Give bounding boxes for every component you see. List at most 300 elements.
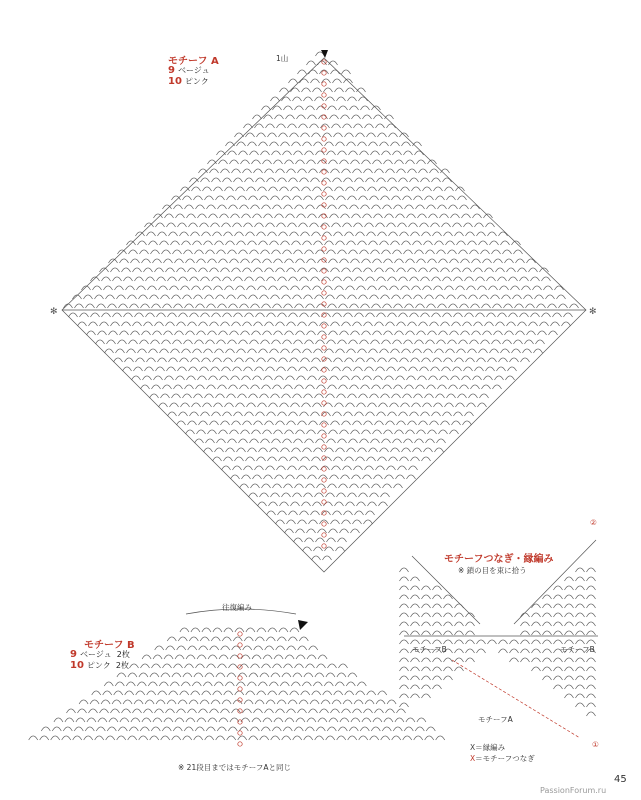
stitch-arc xyxy=(129,250,138,254)
stitch-arc xyxy=(92,691,101,695)
stitch-arc xyxy=(340,718,349,722)
stitch-arc xyxy=(420,223,429,227)
stitch-arc xyxy=(349,151,358,155)
stitch-arc xyxy=(358,142,367,146)
stitch-arc xyxy=(146,313,155,317)
joining-title: モチーフつなぎ・縁編み xyxy=(444,554,554,565)
stitch-arc xyxy=(565,595,574,599)
stitch-arc xyxy=(206,727,215,731)
stitch-arc xyxy=(173,727,182,731)
stitch-arc xyxy=(300,277,309,281)
stitch-arc xyxy=(207,664,216,668)
stitch-arc xyxy=(260,673,269,677)
stitch-arc xyxy=(280,682,289,686)
stitch-arc xyxy=(283,439,292,443)
stitch-arc xyxy=(155,322,164,326)
stitch-arc xyxy=(176,376,185,380)
stitch-arc xyxy=(255,223,264,227)
stitch-arc xyxy=(277,124,286,128)
stitch-arc xyxy=(217,250,226,254)
stitch-arc xyxy=(364,322,373,326)
stitch-arc xyxy=(383,205,392,209)
stitch-arc xyxy=(174,385,183,389)
stitch-arc xyxy=(435,241,444,245)
stitch-arc xyxy=(196,385,205,389)
stitch-arc xyxy=(503,340,512,344)
stitch-arc xyxy=(248,448,257,452)
stitch-arc xyxy=(400,640,409,644)
stitch-arc xyxy=(325,142,334,146)
stitch-arc xyxy=(93,286,102,290)
stitch-arc xyxy=(338,250,347,254)
stitch-arc xyxy=(259,349,268,353)
stitch-arc xyxy=(309,421,318,425)
stitch-arc xyxy=(481,250,490,254)
stitch-arc xyxy=(288,124,297,128)
stitch-arc xyxy=(318,430,327,434)
stitch-arc xyxy=(488,358,497,362)
motif-a-peak-label: 1山 xyxy=(276,54,289,63)
stitch-arc xyxy=(202,232,211,236)
center-line-stitch xyxy=(322,247,326,251)
stitch-arc xyxy=(295,106,304,110)
stitch-arc xyxy=(361,106,370,110)
stitch-arc xyxy=(355,511,364,515)
stitch-arc xyxy=(336,142,345,146)
stitch-arc xyxy=(410,412,419,416)
stitch-arc xyxy=(422,604,431,608)
stitch-arc xyxy=(142,331,151,335)
stitch-arc xyxy=(393,727,402,731)
stitch-arc xyxy=(333,313,342,317)
stitch-arc xyxy=(326,736,335,740)
stitch-arc xyxy=(216,394,225,398)
stitch-arc xyxy=(142,655,151,659)
stitch-arc xyxy=(112,700,121,704)
stitch-arc xyxy=(63,727,72,731)
stitch-arc xyxy=(299,124,308,128)
stitch-arc xyxy=(278,313,287,317)
stitch-arc xyxy=(417,331,426,335)
stitch-arc xyxy=(97,304,106,308)
stitch-arc xyxy=(450,331,459,335)
stitch-arc xyxy=(197,259,206,263)
stitch-arc xyxy=(531,277,540,281)
stitch-arc xyxy=(291,502,300,506)
stitch-arc xyxy=(332,367,341,371)
stitch-arc xyxy=(546,295,555,299)
stitch-arc xyxy=(456,286,465,290)
stitch-arc xyxy=(329,259,338,263)
stitch-arc xyxy=(193,241,202,245)
stitch-arc xyxy=(151,340,160,344)
stitch-arc xyxy=(164,718,173,722)
page-number: 45 xyxy=(614,774,627,785)
center-line-stitch xyxy=(322,368,326,372)
stitch-arc xyxy=(173,250,182,254)
stitch-arc xyxy=(505,259,514,263)
stitch-arc xyxy=(255,367,264,371)
stitch-arc xyxy=(307,61,316,65)
stitch-arc xyxy=(426,439,435,443)
stitch-arc xyxy=(447,394,456,398)
legend-joining: X＝モチーフつなぎ xyxy=(470,754,535,763)
stitch-arc xyxy=(258,403,267,407)
stitch-arc xyxy=(404,439,413,443)
stitch-arc xyxy=(466,232,475,236)
stitch-arc xyxy=(554,667,563,671)
stitch-arc xyxy=(394,484,403,488)
stitch-arc xyxy=(133,322,142,326)
stitch-arc xyxy=(169,232,178,236)
stitch-arc xyxy=(299,637,308,641)
stitch-arc xyxy=(289,178,298,182)
stitch-arc xyxy=(497,367,506,371)
stitch-arc xyxy=(326,295,335,299)
stitch-arc xyxy=(287,709,296,713)
stitch-arc xyxy=(315,673,324,677)
center-line-stitch xyxy=(322,181,326,185)
stitch-arc xyxy=(252,331,261,335)
stitch-arc xyxy=(373,160,382,164)
stitch-arc xyxy=(433,595,442,599)
stitch-arc xyxy=(279,691,288,695)
stitch-arc xyxy=(351,331,360,335)
stitch-arc xyxy=(303,448,312,452)
stitch-arc xyxy=(386,169,395,173)
stitch-arc xyxy=(526,304,535,308)
stitch-arc xyxy=(576,577,585,581)
stitch-arc xyxy=(177,421,186,425)
stitch-arc xyxy=(191,691,200,695)
stitch-arc xyxy=(357,88,366,92)
stitch-arc xyxy=(396,376,405,380)
stitch-arc xyxy=(359,736,368,740)
stitch-arc xyxy=(335,286,344,290)
stitch-arc xyxy=(196,205,205,209)
stitch-arc xyxy=(427,205,436,209)
stitch-arc xyxy=(365,367,374,371)
stitch-arc xyxy=(149,241,158,245)
stitch-arc xyxy=(259,142,268,146)
stitch-arc xyxy=(487,277,496,281)
stitch-arc xyxy=(170,286,179,290)
stitch-arc xyxy=(159,682,168,686)
stitch-arc xyxy=(296,529,305,533)
stitch-arc xyxy=(73,736,82,740)
stitch-arc xyxy=(282,736,291,740)
stitch-arc xyxy=(493,304,502,308)
stitch-arc xyxy=(405,304,414,308)
stitch-arc xyxy=(173,340,182,344)
stitch-arc xyxy=(521,658,530,662)
stitch-arc xyxy=(444,667,453,671)
stitch-arc xyxy=(340,331,349,335)
stitch-arc xyxy=(349,340,358,344)
stitch-arc xyxy=(543,595,552,599)
center-line-stitch xyxy=(238,731,242,735)
stitch-arc xyxy=(192,187,201,191)
stitch-arc xyxy=(233,637,242,641)
stitch-arc xyxy=(393,439,402,443)
stitch-arc xyxy=(263,259,272,263)
stitch-arc xyxy=(280,187,289,191)
stitch-arc xyxy=(180,691,189,695)
stitch-arc xyxy=(505,331,514,335)
stitch-arc xyxy=(338,151,347,155)
stitch-arc xyxy=(206,340,215,344)
stitch-arc xyxy=(481,340,490,344)
stitch-arc xyxy=(381,736,390,740)
stitch-arc xyxy=(62,736,71,740)
stitch-arc xyxy=(374,214,383,218)
stitch-arc xyxy=(253,475,262,479)
stitch-arc xyxy=(293,493,302,497)
stitch-arc xyxy=(222,637,231,641)
stitch-arc xyxy=(285,331,294,335)
stitch-arc xyxy=(234,178,243,182)
stitch-arc xyxy=(256,178,265,182)
stitch-arc xyxy=(434,403,443,407)
stitch-arc xyxy=(176,214,185,218)
stitch-arc xyxy=(273,484,282,488)
stitch-arc xyxy=(150,673,159,677)
stitch-arc xyxy=(174,205,183,209)
stitch-arc xyxy=(364,421,373,425)
center-line-stitch xyxy=(322,445,326,449)
stitch-arc xyxy=(268,457,277,461)
stitch-arc xyxy=(203,187,212,191)
stitch-arc xyxy=(441,421,450,425)
stitch-arc xyxy=(554,658,563,662)
stitch-arc xyxy=(372,484,381,488)
stitch-arc xyxy=(222,223,231,227)
stitch-arc xyxy=(293,394,302,398)
stitch-arc xyxy=(342,70,351,74)
stitch-arc xyxy=(210,421,219,425)
stitch-arc xyxy=(250,439,259,443)
motif-a-legend xyxy=(168,65,210,87)
stitch-arc xyxy=(411,586,420,590)
stitch-arc xyxy=(342,520,351,524)
stitch-arc xyxy=(215,448,224,452)
stitch-arc xyxy=(155,646,164,650)
stitch-arc xyxy=(326,196,335,200)
stitch-arc xyxy=(198,376,207,380)
stitch-arc xyxy=(381,394,390,398)
stitch-arc xyxy=(367,358,376,362)
stitch-arc xyxy=(458,394,467,398)
stitch-arc xyxy=(289,511,298,515)
stitch-arc xyxy=(317,385,326,389)
stitch-arc xyxy=(124,313,133,317)
stitch-arc xyxy=(397,322,406,326)
stitch-arc xyxy=(195,727,204,731)
stitch-arc xyxy=(308,376,317,380)
stitch-arc xyxy=(209,376,218,380)
stitch-arc xyxy=(381,196,390,200)
stitch-arc xyxy=(212,412,221,416)
watermark: PassionForum.ru xyxy=(540,786,607,795)
stitch-arc xyxy=(188,268,197,272)
stitch-arc xyxy=(113,277,122,281)
stitch-arc xyxy=(512,349,521,353)
stitch-arc xyxy=(296,331,305,335)
stitch-arc xyxy=(125,691,134,695)
stitch-arc xyxy=(269,682,278,686)
stitch-arc xyxy=(377,277,386,281)
stitch-arc xyxy=(356,691,365,695)
stitch-arc xyxy=(436,295,445,299)
stitch-arc xyxy=(240,205,249,209)
stitch-arc xyxy=(193,349,202,353)
stitch-arc xyxy=(261,439,270,443)
stitch-arc xyxy=(461,259,470,263)
stitch-arc xyxy=(96,340,105,344)
stitch-arc xyxy=(182,349,191,353)
stitch-arc xyxy=(422,595,431,599)
stitch-arc xyxy=(219,331,228,335)
stitch-arc xyxy=(355,313,364,317)
stitch-arc xyxy=(256,412,265,416)
stitch-arc xyxy=(496,322,505,326)
stitch-arc xyxy=(438,205,447,209)
stitch-arc xyxy=(532,649,541,653)
stitch-arc xyxy=(52,727,61,731)
stitch-arc xyxy=(576,667,585,671)
stitch-arc xyxy=(304,673,313,677)
stitch-arc xyxy=(266,466,275,470)
stitch-arc xyxy=(215,349,224,353)
stitch-arc xyxy=(291,682,300,686)
stitch-arc xyxy=(354,700,363,704)
stitch-arc xyxy=(211,223,220,227)
stitch-arc xyxy=(359,196,368,200)
stitch-arc xyxy=(360,727,369,731)
stitch-arc xyxy=(443,313,452,317)
stitch-arc xyxy=(349,439,358,443)
stitch-arc xyxy=(430,421,439,425)
stitch-arc xyxy=(262,304,271,308)
stitch-arc xyxy=(316,250,325,254)
stitch-arc xyxy=(244,466,253,470)
stitch-arc xyxy=(263,430,272,434)
stitch-arc xyxy=(565,577,574,581)
stitch-arc xyxy=(267,277,276,281)
stitch-arc xyxy=(329,61,338,65)
stitch-arc xyxy=(269,286,278,290)
stitch-arc xyxy=(301,232,310,236)
stitch-arc xyxy=(426,727,435,731)
stitch-arc xyxy=(518,322,527,326)
stitch-arc xyxy=(197,655,206,659)
stitch-arc xyxy=(95,736,104,740)
stitch-arc xyxy=(404,727,413,731)
stitch-arc xyxy=(366,277,375,281)
stitch-arc xyxy=(510,649,519,653)
stitch-arc xyxy=(271,673,280,677)
stitch-arc xyxy=(435,349,444,353)
center-line-stitch xyxy=(238,654,242,658)
stitch-arc xyxy=(336,547,345,551)
stitch-arc xyxy=(75,304,84,308)
stitch-arc xyxy=(123,700,132,704)
stitch-arc xyxy=(416,385,425,389)
stitch-arc xyxy=(455,622,464,626)
stitch-arc xyxy=(444,676,453,680)
stitch-arc xyxy=(247,682,256,686)
stitch-arc xyxy=(364,169,373,173)
stitch-arc xyxy=(313,187,322,191)
stitch-arc xyxy=(306,106,315,110)
stitch-arc xyxy=(427,304,436,308)
stitch-arc xyxy=(29,736,38,740)
stitch-arc xyxy=(403,394,412,398)
stitch-arc xyxy=(111,322,120,326)
stitch-arc xyxy=(274,430,283,434)
stitch-arc xyxy=(312,457,321,461)
stitch-arc xyxy=(201,412,210,416)
stitch-arc xyxy=(353,169,362,173)
stitch-arc xyxy=(318,655,327,659)
stitch-arc xyxy=(422,676,431,680)
stitch-arc xyxy=(271,394,280,398)
stitch-arc xyxy=(232,646,241,650)
stitch-arc xyxy=(240,664,249,668)
stitch-arc xyxy=(186,718,195,722)
stitch-arc xyxy=(339,205,348,209)
stitch-arc xyxy=(484,376,493,380)
stitch-arc xyxy=(288,223,297,227)
stitch-arc xyxy=(587,703,596,707)
stitch-arc xyxy=(164,331,173,335)
stitch-arc xyxy=(339,385,348,389)
stitch-arc xyxy=(345,358,354,362)
stitch-arc xyxy=(212,313,221,317)
stitch-arc xyxy=(411,457,420,461)
stitch-arc xyxy=(468,349,477,353)
stitch-arc xyxy=(244,637,253,641)
stitch-arc xyxy=(315,493,324,497)
stitch-arc xyxy=(153,718,162,722)
stitch-arc xyxy=(587,595,596,599)
stitch-arc xyxy=(411,577,420,581)
stitch-arc xyxy=(150,295,159,299)
stitch-arc xyxy=(284,304,293,308)
stitch-arc xyxy=(311,412,320,416)
stitch-arc xyxy=(373,430,382,434)
stitch-arc xyxy=(337,493,346,497)
stitch-arc xyxy=(330,115,339,119)
stitch-arc xyxy=(354,466,363,470)
stitch-arc xyxy=(91,277,100,281)
stitch-arc xyxy=(543,649,552,653)
stitch-arc xyxy=(251,664,260,668)
stitch-arc xyxy=(389,358,398,362)
asterisk-left-icon: ✻ xyxy=(50,307,58,317)
stitch-arc xyxy=(213,232,222,236)
stitch-arc xyxy=(287,520,296,524)
stitch-arc xyxy=(453,367,462,371)
stitch-arc xyxy=(408,268,417,272)
stitch-arc xyxy=(400,631,409,635)
stitch-arc xyxy=(87,331,96,335)
stitch-arc xyxy=(252,718,261,722)
stitch-arc xyxy=(587,613,596,617)
stitch-arc xyxy=(351,259,360,263)
stitch-arc xyxy=(386,322,395,326)
stitch-arc xyxy=(225,682,234,686)
